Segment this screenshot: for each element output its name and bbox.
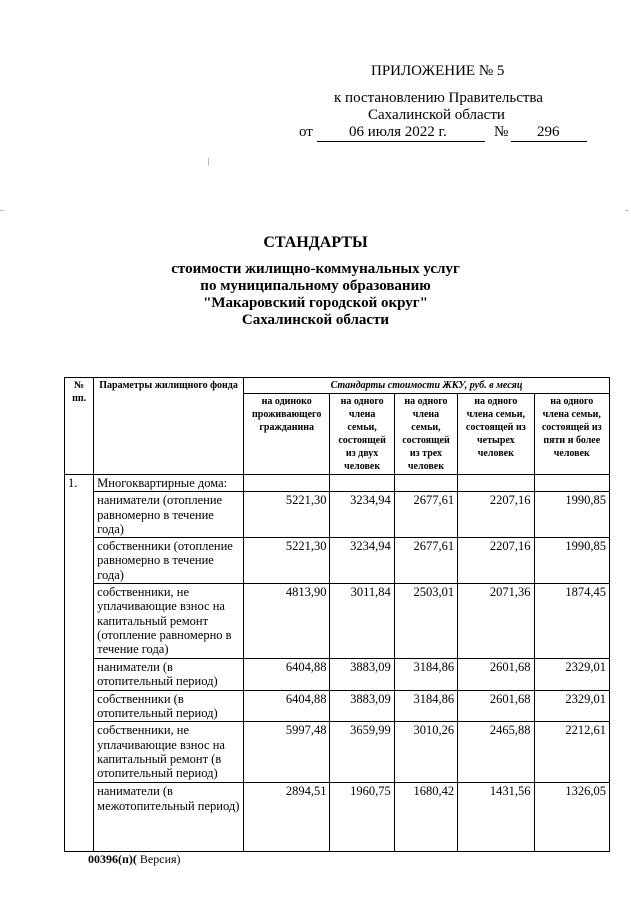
cell-value: 2894,51 <box>243 783 329 852</box>
cell-value: 5221,30 <box>243 538 329 584</box>
date-underline <box>317 141 485 142</box>
row-label: собственники, не уплачивающие взнос на капитальный ремонт (в отопительный период) <box>94 722 244 783</box>
cell-value: 2212,61 <box>534 722 609 783</box>
table-row <box>65 492 610 538</box>
cell-value: 3011,84 <box>330 584 394 659</box>
cell-value: 1874,45 <box>534 584 609 659</box>
scan-mark <box>0 210 4 211</box>
table-section-row <box>65 475 610 492</box>
cell-value: 3184,86 <box>394 690 457 722</box>
document-subtitle-4: Сахалинской области <box>241 312 390 328</box>
appendix-number-label: № <box>494 124 509 140</box>
footer-code: 00396(п)( <box>88 852 137 866</box>
appendix-title: ПРИЛОЖЕНИЕ № 5 <box>371 63 505 79</box>
table-row <box>65 659 610 691</box>
section-label: Многоквартирные дома: <box>94 475 244 492</box>
cell-value: 2677,61 <box>394 492 457 538</box>
header-number: № пп. <box>65 378 94 475</box>
document-subtitle-2: по муниципальному образованию <box>200 278 431 294</box>
cell-value: 5997,48 <box>243 722 329 783</box>
scan-mark <box>625 210 629 211</box>
cell-value: 2207,16 <box>458 538 534 584</box>
table-row <box>65 584 610 659</box>
cell-value: 2207,16 <box>458 492 534 538</box>
section-index: 1. <box>65 475 94 852</box>
cell-value: 5221,30 <box>243 492 329 538</box>
row-label: наниматели (в межотопительный период) <box>94 783 244 852</box>
header-params: Параметры жилищного фонда <box>94 378 244 475</box>
document-subtitle-3: "Макаровский городской округ" <box>203 295 428 311</box>
cell-value: 1990,85 <box>534 492 609 538</box>
appendix-from-label: от <box>299 124 313 140</box>
appendix-decree-line: к постановлению Правительства <box>334 90 543 106</box>
cell-value: 3234,94 <box>330 538 394 584</box>
row-label: собственники (отопление равномерно в течение года) <box>94 538 244 584</box>
cell-value: 1326,05 <box>534 783 609 852</box>
document-title: СТАНДАРТЫ <box>263 234 368 251</box>
cell-value: 3883,09 <box>330 690 394 722</box>
document-footer <box>88 852 181 867</box>
document-subtitle-1: стоимости жилищно-коммунальных услуг <box>171 261 460 277</box>
appendix-date: 06 июля 2022 г. <box>349 124 447 140</box>
appendix-number: 296 <box>537 124 560 140</box>
header-family-5: на одного члена семьи, состоящей из пяти и более человек <box>534 394 609 475</box>
cell-value: 3234,94 <box>330 492 394 538</box>
table-row <box>65 690 610 722</box>
header-family-4: на одного члена семьи, состоящей из четырех человек <box>458 394 534 475</box>
cell-value: 4813,90 <box>243 584 329 659</box>
footer-version: Версия) <box>136 852 181 866</box>
header-single: на одиноко проживающего гражданина <box>243 394 329 475</box>
cell-value: 1960,75 <box>330 783 394 852</box>
number-underline <box>511 141 587 142</box>
standards-table <box>64 377 610 852</box>
header-family-2: на одного члена семьи, состоящей из двух человек <box>330 394 394 475</box>
cell-value: 3184,86 <box>394 659 457 691</box>
cell-value: 3659,99 <box>330 722 394 783</box>
row-label: наниматели (в отопительный период) <box>94 659 244 691</box>
cell-value: 6404,88 <box>243 690 329 722</box>
row-label: собственники (в отопительный период) <box>94 690 244 722</box>
cell-value: 2601,68 <box>458 659 534 691</box>
cell-value: 2465,88 <box>458 722 534 783</box>
table-row <box>65 722 610 783</box>
cell-value: 2677,61 <box>394 538 457 584</box>
cell-value: 2329,01 <box>534 690 609 722</box>
row-label: наниматели (отопление равномерно в течение года) <box>94 492 244 538</box>
table-row <box>65 538 610 584</box>
header-family-3: на одного члена семьи, состоящей из трех человек <box>394 394 457 475</box>
cell-value: 2329,01 <box>534 659 609 691</box>
header-standards-group: Стандарты стоимости ЖКУ, руб. в месяц <box>243 378 609 394</box>
cell-value: 3010,26 <box>394 722 457 783</box>
table-row <box>65 783 610 852</box>
cell-value: 1990,85 <box>534 538 609 584</box>
cell-value: 2601,68 <box>458 690 534 722</box>
cell-value: 1431,56 <box>458 783 534 852</box>
cell-value: 1680,42 <box>394 783 457 852</box>
cell-value: 6404,88 <box>243 659 329 691</box>
cell-value: 2503,01 <box>394 584 457 659</box>
cell-value: 3883,09 <box>330 659 394 691</box>
appendix-region-line: Сахалинской области <box>368 107 505 123</box>
cell-value: 2071,36 <box>458 584 534 659</box>
scan-mark <box>208 158 209 166</box>
row-label: собственники, не уплачивающие взнос на капитальный ремонт (отопление равномерно в течение года) <box>94 584 244 659</box>
